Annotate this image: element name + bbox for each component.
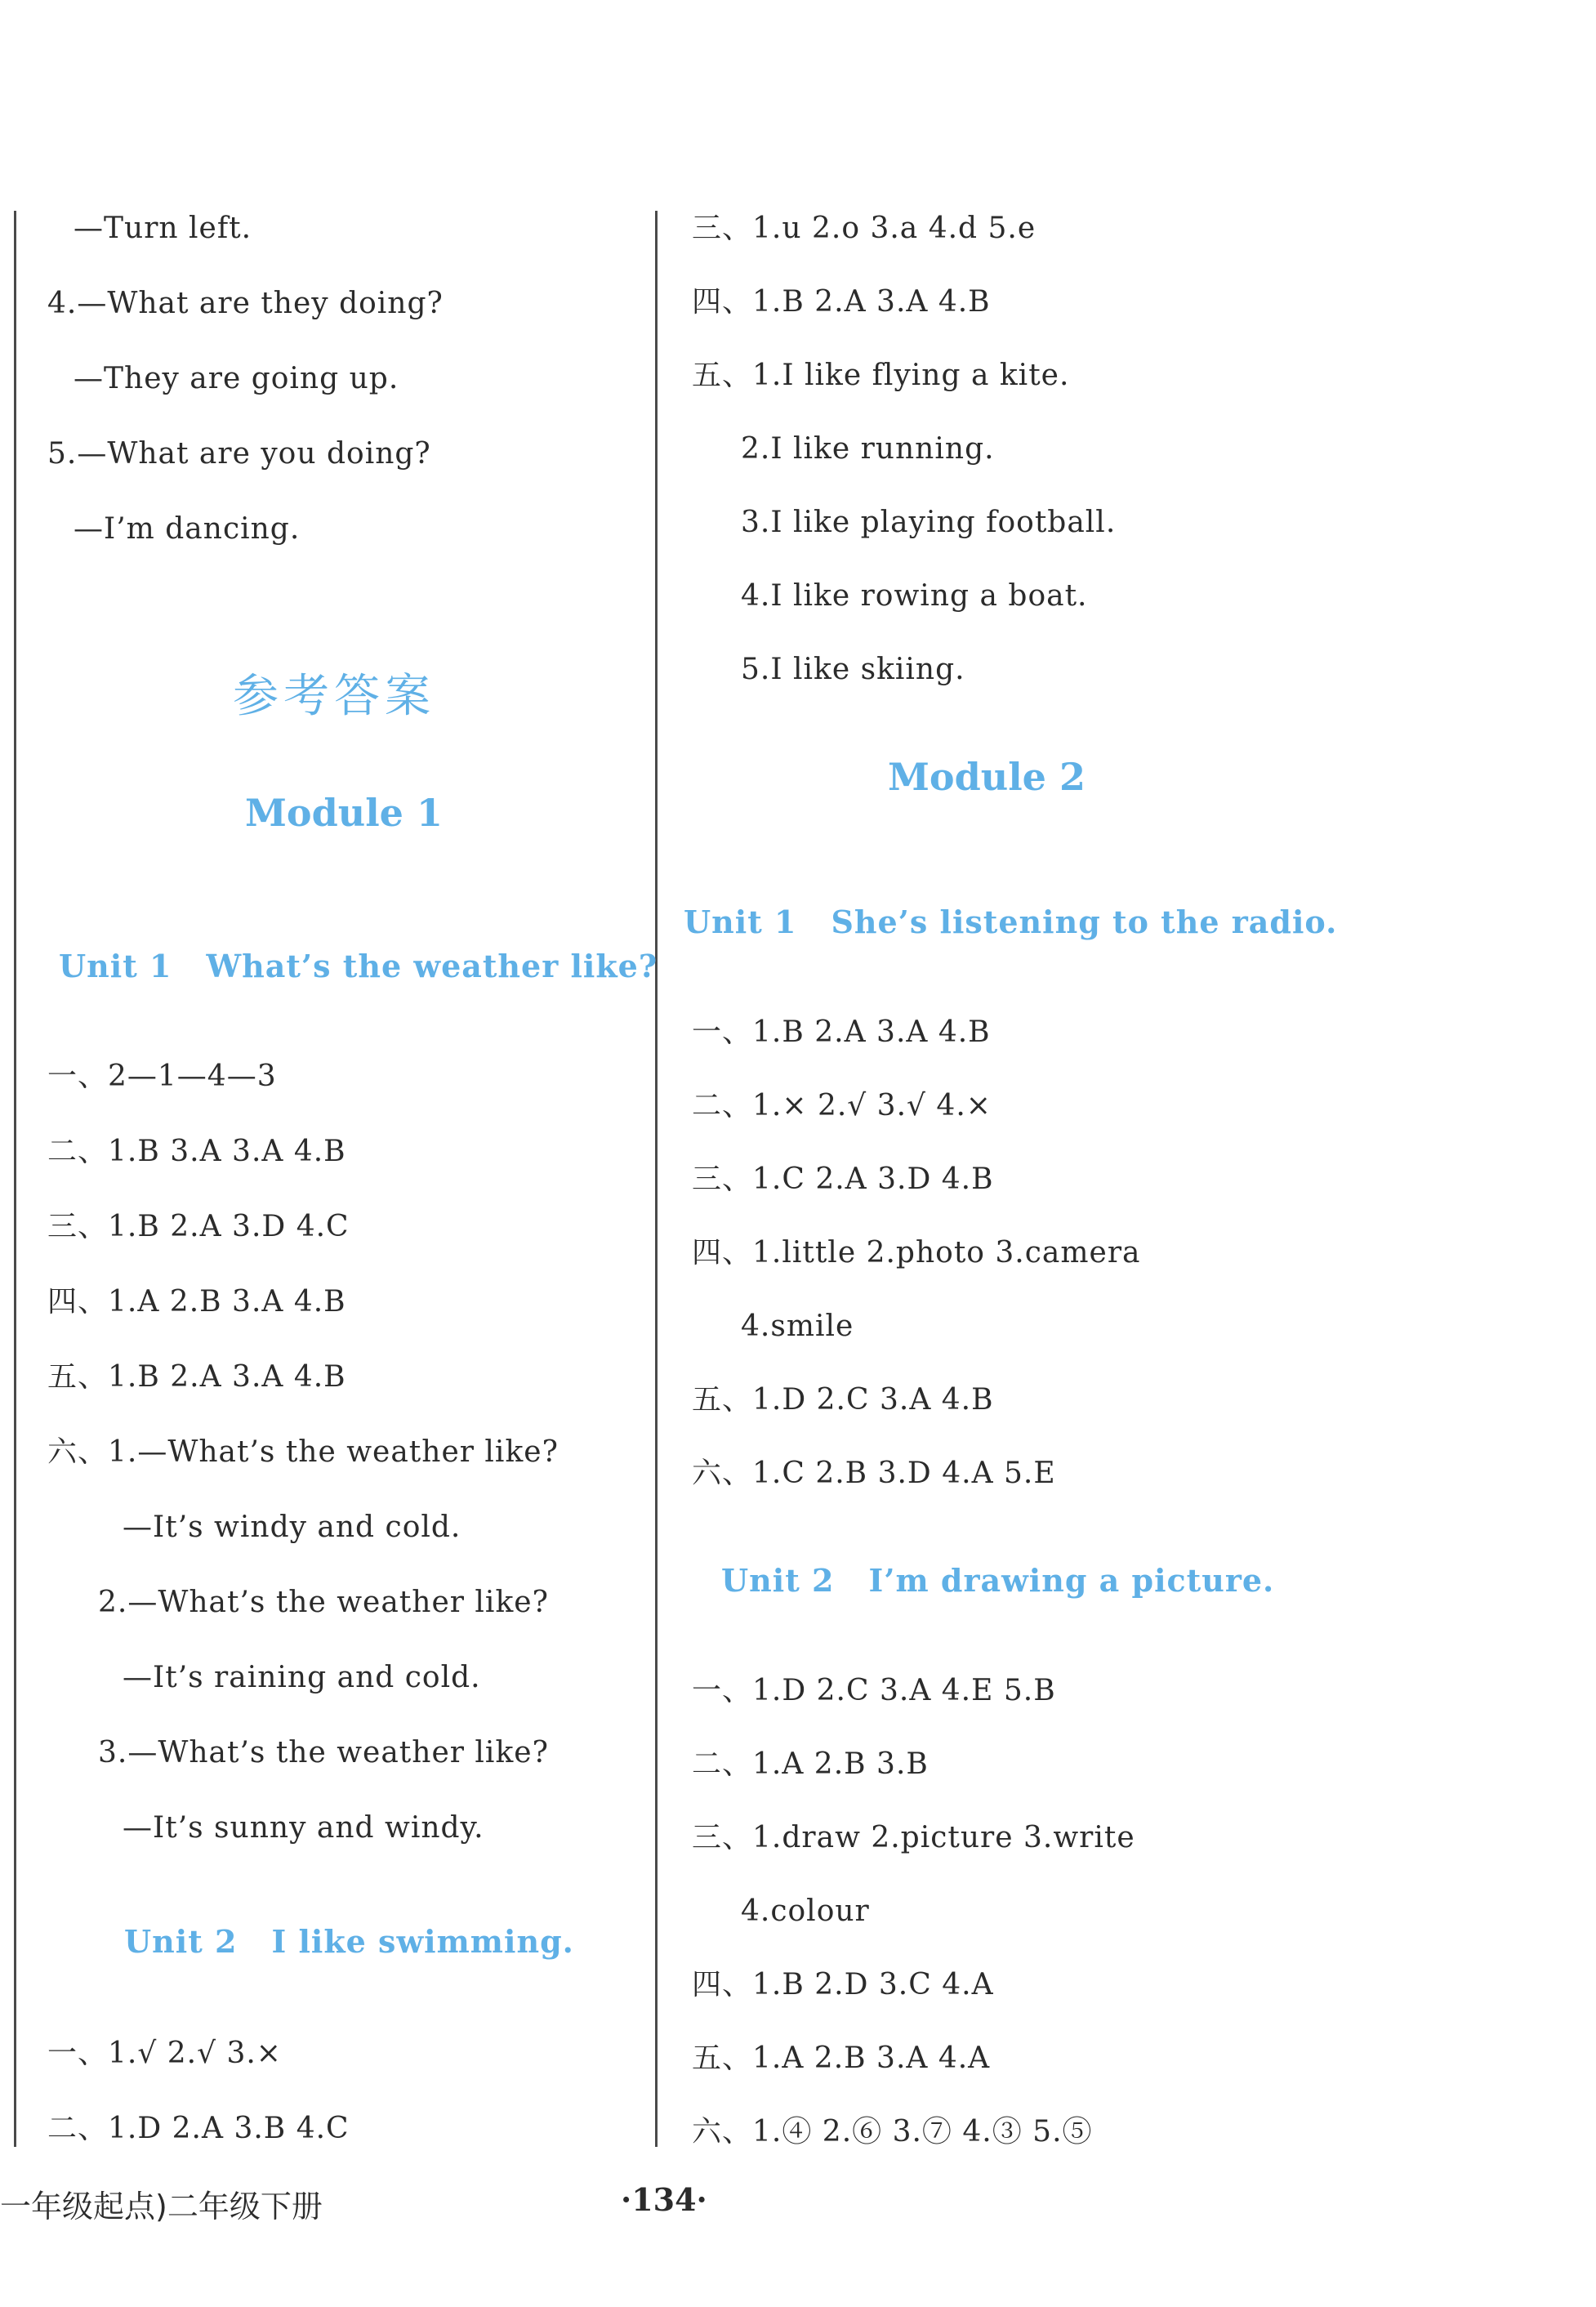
unit-title: I like swimming. bbox=[271, 1923, 574, 1960]
module-title: Module 1 bbox=[245, 791, 443, 835]
answer-line: 六、1.—What’s the weather like? bbox=[47, 1435, 559, 1469]
answer-line: 一、2—1—4—3 bbox=[47, 1060, 277, 1093]
answer-line: 四、1.B 2.D 3.C 4.A bbox=[692, 1968, 994, 2001]
unit-title: What’s the weather like? bbox=[206, 948, 658, 984]
text-line: 5.—What are you doing? bbox=[47, 437, 431, 471]
answer-line: —It’s windy and cold. bbox=[123, 1510, 461, 1544]
answer-line: 四、1.little 2.photo 3.camera bbox=[692, 1236, 1141, 1270]
text-line: 2.I like running. bbox=[741, 432, 995, 466]
unit-label: Unit 1 bbox=[59, 948, 172, 984]
text-line: 五、1.I like flying a kite. bbox=[692, 359, 1070, 392]
answer-line: 一、1.D 2.C 3.A 4.E 5.B bbox=[692, 1674, 1056, 1707]
answer-line: 4.smile bbox=[741, 1310, 854, 1343]
unit-heading bbox=[721, 1562, 1274, 1599]
answer-line: 五、1.D 2.C 3.A 4.B bbox=[692, 1383, 994, 1417]
answer-line: 一、1.√ 2.√ 3.× bbox=[47, 2037, 282, 2070]
answer-line: 六、1.C 2.B 3.D 4.A 5.E bbox=[692, 1457, 1056, 1490]
text-line: 四、1.B 2.A 3.A 4.B bbox=[692, 285, 991, 319]
text-line: 4.—What are they doing? bbox=[47, 287, 444, 320]
module-title: Module 2 bbox=[888, 755, 1086, 799]
answer-line: 五、1.A 2.B 3.A 4.A bbox=[692, 2041, 991, 2075]
answer-line: 4.colour bbox=[741, 1894, 870, 1928]
footer-book-title: 一年级起点)二年级下册 bbox=[0, 2189, 323, 2224]
answer-line: 三、1.B 2.A 3.D 4.C bbox=[47, 1210, 350, 1243]
text-line: 5.I like skiing. bbox=[741, 653, 965, 686]
unit-label: Unit 2 bbox=[721, 1562, 835, 1599]
unit-title: She’s listening to the radio. bbox=[831, 904, 1338, 940]
text-line: —I’m dancing. bbox=[74, 512, 301, 546]
text-line: —They are going up. bbox=[74, 362, 399, 395]
answer-line: —It’s raining and cold. bbox=[123, 1661, 481, 1694]
unit-heading bbox=[59, 948, 658, 984]
unit-label: Unit 2 bbox=[124, 1923, 238, 1960]
answer-line: 3.—What’s the weather like? bbox=[98, 1736, 549, 1769]
unit-title: I’m drawing a picture. bbox=[868, 1562, 1275, 1599]
answer-line: 四、1.A 2.B 3.A 4.B bbox=[47, 1285, 346, 1319]
column-divider bbox=[655, 211, 658, 2147]
left-margin-rule bbox=[14, 211, 16, 2147]
answer-line: 二、1.B 3.A 3.A 4.B bbox=[47, 1135, 346, 1168]
unit-heading bbox=[684, 904, 1337, 940]
answer-line: 三、1.draw 2.picture 3.write bbox=[692, 1821, 1135, 1854]
answer-line: 二、1.A 2.B 3.B bbox=[692, 1747, 929, 1781]
unit-label: Unit 1 bbox=[684, 904, 797, 940]
answer-line: 2.—What’s the weather like? bbox=[98, 1586, 549, 1619]
answer-line: 二、1.× 2.√ 3.√ 4.× bbox=[692, 1089, 992, 1122]
answer-line: 二、1.D 2.A 3.B 4.C bbox=[47, 2112, 350, 2145]
answer-line: 六、1.④ 2.⑥ 3.⑦ 4.③ 5.⑤ bbox=[692, 2115, 1093, 2149]
answer-line: —It’s sunny and windy. bbox=[123, 1811, 484, 1845]
answer-line: 三、1.C 2.A 3.D 4.B bbox=[692, 1162, 994, 1196]
text-line: 3.I like playing football. bbox=[741, 506, 1117, 539]
section-title: 参考答案 bbox=[233, 670, 435, 723]
text-line: —Turn left. bbox=[74, 212, 252, 245]
text-line: 三、1.u 2.o 3.a 4.d 5.e bbox=[692, 212, 1037, 245]
answer-line: 五、1.B 2.A 3.A 4.B bbox=[47, 1360, 346, 1394]
text-line: 4.I like rowing a boat. bbox=[741, 579, 1088, 613]
answer-line: 一、1.B 2.A 3.A 4.B bbox=[692, 1015, 991, 1049]
unit-heading bbox=[124, 1923, 574, 1960]
page-number: ·134· bbox=[621, 2181, 707, 2218]
